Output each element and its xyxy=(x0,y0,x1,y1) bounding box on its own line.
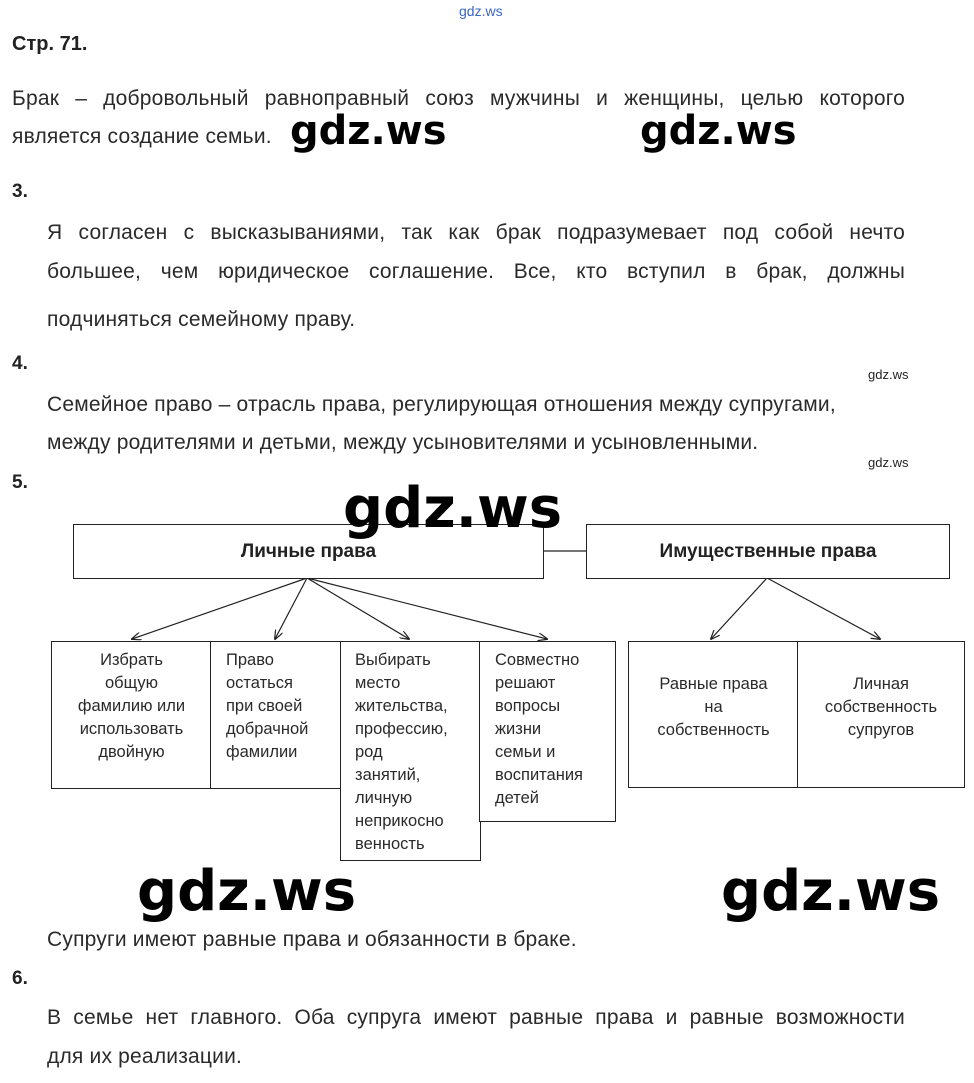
item-line: детей xyxy=(495,789,540,807)
watermark-big-1: gdz.ws xyxy=(343,476,563,541)
section-3-line-3: подчиняться семейному праву. xyxy=(47,308,356,331)
item-line: род xyxy=(355,743,383,761)
arrow-personal-4 xyxy=(307,578,547,639)
item-line: Выбирать xyxy=(355,651,431,669)
item-line: личную xyxy=(355,789,413,807)
section-number-6: 6. xyxy=(12,968,28,989)
item-line: двойную xyxy=(98,743,165,761)
item-line: супругов xyxy=(847,721,915,739)
item-line: семьи и xyxy=(495,743,556,761)
personal-item-4 xyxy=(495,649,613,810)
item-line: занятий, xyxy=(355,766,421,784)
section-3-line-1: Я согласен с высказываниями, так как брак подразумевает под собой нечто xyxy=(47,221,905,244)
watermark-inline-2: gdz.ws xyxy=(640,108,797,154)
top-watermark: gdz.ws xyxy=(459,3,503,19)
item-line: жительства, xyxy=(355,697,448,715)
item-line: Личная xyxy=(853,675,909,693)
section-3-line-2: большее, чем юридическое соглашение. Все, кто вступил в брак, должны xyxy=(47,260,905,283)
arrow-property-1 xyxy=(711,578,767,639)
item-line: вопросы xyxy=(495,697,561,715)
personal-item-1 xyxy=(52,649,211,764)
item-line: решают xyxy=(495,674,556,692)
arrow-property-2 xyxy=(767,578,880,639)
item-line: фамилию или xyxy=(77,697,186,715)
watermark-big-2: gdz.ws xyxy=(137,859,357,924)
item-line: при своей xyxy=(226,697,303,715)
item-line: неприкосно xyxy=(355,812,444,830)
item-line: венность xyxy=(355,835,425,853)
section-number-3: 3. xyxy=(12,181,28,202)
section-6-line-1: В семье нет главного. Оба супруга имеют равные права и равные возможности xyxy=(47,1006,905,1029)
arrow-personal-1 xyxy=(132,578,307,639)
page-label: Стр. 71. xyxy=(12,33,88,55)
watermark-inline-1: gdz.ws xyxy=(290,108,447,154)
watermark-small-1: gdz.ws xyxy=(868,367,909,382)
item-line: фамилии xyxy=(226,743,298,761)
section-number-4: 4. xyxy=(12,353,28,374)
intro-line-2: является создание семьи. xyxy=(12,125,272,148)
item-line: профессию, xyxy=(355,720,448,738)
item-line: остаться xyxy=(226,674,293,692)
item-line: Равные права xyxy=(659,675,768,693)
section-4-line-1: Семейное право – отрасль права, регулирующая отношения между супругами, xyxy=(47,393,836,416)
watermark-big-3: gdz.ws xyxy=(721,859,941,924)
intro-line-1: Брак – добровольный равноправный союз мужчины и женщины, целью которого xyxy=(12,87,905,110)
personal-item-3 xyxy=(355,649,477,856)
item-line: Право xyxy=(226,651,274,669)
item-line: использовать xyxy=(79,720,184,738)
item-line: добрачной xyxy=(226,720,309,738)
personal-item-2 xyxy=(226,649,338,764)
item-line: жизни xyxy=(495,720,542,738)
item-line: на xyxy=(704,698,723,716)
property-rights-title: Имущественные права xyxy=(659,540,877,562)
property-item-2 xyxy=(798,673,964,742)
item-line: воспитания xyxy=(495,766,583,784)
item-line: место xyxy=(355,674,401,692)
item-line: собственность xyxy=(824,698,938,716)
item-line: общую xyxy=(104,674,158,692)
item-line: собственность xyxy=(657,721,770,739)
section-6-line-2: для их реализации. xyxy=(47,1045,243,1068)
item-line: Совместно xyxy=(495,651,580,669)
section-5-conclusion: Супруги имеют равные права и обязанности в браке. xyxy=(47,928,577,951)
property-item-1 xyxy=(629,673,798,742)
property-rights-box xyxy=(586,524,950,579)
personal-rights-title: Личные права xyxy=(240,540,377,562)
section-number-5: 5. xyxy=(12,472,28,493)
watermark-small-2: gdz.ws xyxy=(868,455,909,470)
arrow-personal-3 xyxy=(307,578,409,639)
section-4-line-2: между родителями и детьми, между усыновителями и усыновленными. xyxy=(47,431,759,454)
item-line: Избрать xyxy=(100,651,163,669)
